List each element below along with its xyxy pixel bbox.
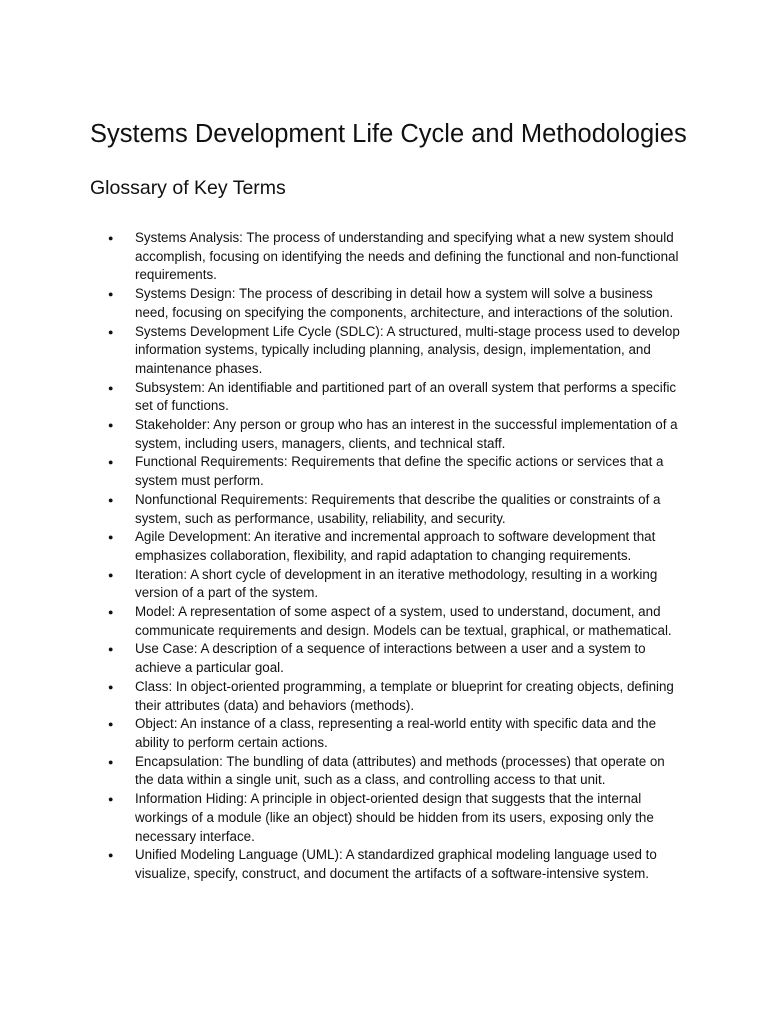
glossary-item-sdlc: ● Systems Development Life Cycle (SDLC): A structured, multi-stage process used to develop information systems, typically including planning, analysis, design, implementation, and maintenance phases. <box>108 323 683 379</box>
page-title: Systems Development Life Cycle and Methodologies <box>90 120 687 148</box>
glossary-list <box>108 229 683 884</box>
glossary-item-information-hiding: ● Information Hiding: A principle in object-oriented design that suggests that the internal workings of a module (like an object) should be hidden from its users, exposing only the necessary interface. <box>108 790 683 846</box>
glossary-item-agile-development: ● Agile Development: An iterative and incremental approach to software development that emphasizes collaboration, flexibility, and rapid adaptation to changing requirements. <box>108 528 683 565</box>
glossary-item-systems-analysis: ● Systems Analysis: The process of understanding and specifying what a new system should accomplish, focusing on identifying the needs and defining the functional and non-functional requirements. <box>108 229 683 285</box>
glossary-item-encapsulation: ● Encapsulation: The bundling of data (attributes) and methods (processes) that operate on the data within a single unit, such as a class, and controlling access to that unit. <box>108 753 683 790</box>
glossary-item-subsystem: ● Subsystem: An identifiable and partitioned part of an overall system that performs a specific set of functions. <box>108 379 683 416</box>
glossary-item-class: ● Class: In object-oriented programming, a template or blueprint for creating objects, defining their attributes (data) and behaviors (methods). <box>108 678 683 715</box>
glossary-item-systems-design: ● Systems Design: The process of describing in detail how a system will solve a business need, focusing on specifying the components, architecture, and interactions of the solution. <box>108 285 683 322</box>
glossary-item-object: ● Object: An instance of a class, representing a real-world entity with specific data and the ability to perform certain actions. <box>108 715 683 752</box>
glossary-item-use-case: ● Use Case: A description of a sequence of interactions between a user and a system to achieve a particular goal. <box>108 640 683 677</box>
glossary-item-nonfunctional-requirements: ● Nonfunctional Requirements: Requirements that describe the qualities or constraints of a system, such as performance, usability, reliability, and security. <box>108 491 683 528</box>
glossary-item-functional-requirements: ● Functional Requirements: Requirements that define the specific actions or services that a system must perform. <box>108 453 683 490</box>
glossary-item-stakeholder: ● Stakeholder: Any person or group who has an interest in the successful implementation of a system, including users, managers, clients, and technical staff. <box>108 416 683 453</box>
glossary-item-model: ● Model: A representation of some aspect of a system, used to understand, document, and communicate requirements and design. Models can be textual, graphical, or mathematical. <box>108 603 683 640</box>
section-heading: Glossary of Key Terms <box>90 177 286 199</box>
glossary-item-uml: ● Unified Modeling Language (UML): A standardized graphical modeling language used to visualize, specify, construct, and document the artifacts of a software-intensive system. <box>108 846 683 883</box>
glossary-item-iteration: ● Iteration: A short cycle of development in an iterative methodology, resulting in a working version of a part of the system. <box>108 566 683 603</box>
